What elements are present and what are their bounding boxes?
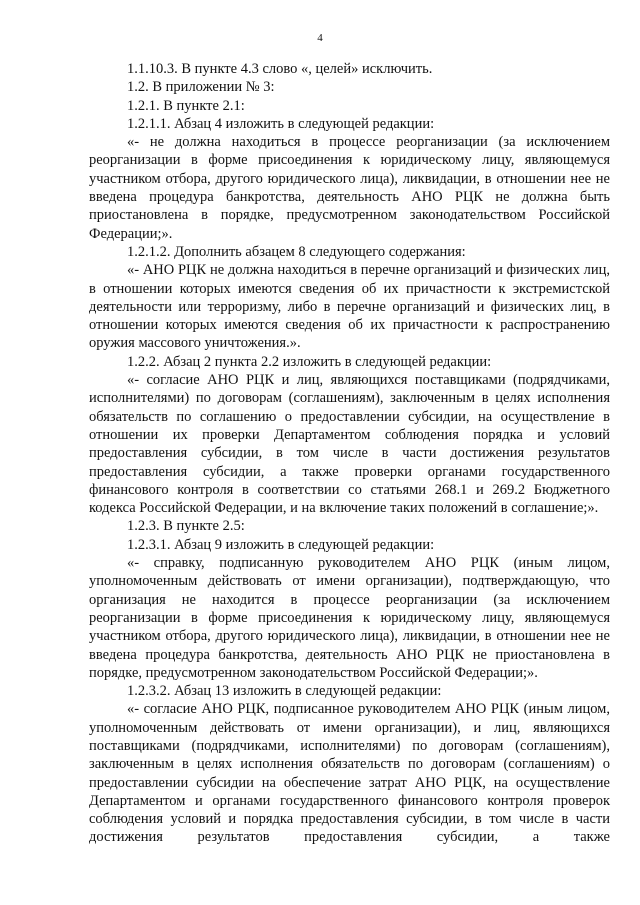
paragraph-1-2-heading: 1.2. В приложении № 3:	[127, 79, 275, 96]
paragraph-1-2-3-2-text: «- согласие АНО РЦК, подписанное руководителем АНО РЦК (иным лицом, уполномоченным действовать от имени организации), и лиц, являющихся поставщиками (подрядчиками, исполнителями) по договорам (соглашениям), заключенным в целях исполнения обязательств по договорам (соглашениям) о предоставлении субсидии на обеспечение затрат АНО РЦК, на осуществление Департаментом и органами государственного финансового контроля проверок соблюдения условий и порядка предоставления субсидии, в том числе в части достижения результатов предоставления субсидии, а также	[89, 701, 610, 846]
paragraph-1-2-3-heading: 1.2.3. В пункте 2.5:	[127, 518, 245, 535]
document-body	[89, 60, 610, 847]
paragraph-1-2-2-heading: 1.2.2. Абзац 2 пункта 2.2 изложить в следующей редакции:	[127, 353, 492, 370]
page-number: 4	[317, 32, 323, 44]
paragraph-1-2-1-2-heading: 1.2.1.2. Дополнить абзацем 8 следующего содержания:	[127, 243, 466, 260]
paragraph-1-2-1-1-text: «- не должна находиться в процессе реорганизации (за исключением реорганизации в форме присоединения к юридическому лицу, являющемуся участником отбора, другого юридического лица), ликвидации, в отношении нее не введена процедура банкротства, деятельность АНО РЦК не должна быть приостановлена в порядке, предусмотренном законодательством Российской Федерации;».	[89, 134, 610, 242]
paragraph-1-1-10-3: 1.1.10.3. В пункте 4.3 слово «, целей» исключить.	[127, 61, 433, 77]
paragraph-1-2-3-2-heading: 1.2.3.2. Абзац 13 изложить в следующей редакции:	[127, 683, 442, 700]
paragraph-1-2-1-heading: 1.2.1. В пункте 2.1:	[127, 97, 245, 114]
paragraph-1-2-3-1-text: «- справку, подписанную руководителем АНО РЦК (иным лицом, уполномоченным действовать от имени организации), подтверждающую, что организация не находится в процессе реорганизации (за исключением реорганизации в форме присоединения к юридическому лицу, являющемуся участником отбора, другого юридического лица), ликвидации, в отношении нее не введена процедура банкротства, деятельность АНО РЦК не приостановлена в порядке, предусмотренном законодательством Российской Федерации;».	[89, 555, 610, 681]
paragraph-1-2-1-2-text: «- АНО РЦК не должна находиться в перечне организаций и физических лиц, в отношении которых имеются сведения об их причастности к экстремистской деятельности или терроризму, либо в перечне организаций и физических лиц, в отношении которых имеются сведения об их причастности к распространению оружия массового уничтожения.».	[89, 262, 610, 352]
paragraph-1-2-2-text: «- согласие АНО РЦК и лиц, являющихся поставщиками (подрядчиками, исполнителями) по договорам (соглашениям), заключенным в целях исполнения обязательств по соглашению о предоставлении субсидии, на осуществление в отношении их проверки Департаментом соблюдения порядка и условий предоставления субсидии, в том числе в части достижения результатов предоставления субсидии, а также проверки органами государственного финансового контроля в соответствии со статьями 268.1 и 269.2 Бюджетного кодекса Российской Федерации, и на включение таких положений в соглашение;».	[89, 372, 610, 517]
paragraph-1-2-1-1-heading: 1.2.1.1. Абзац 4 изложить в следующей редакции:	[127, 115, 435, 132]
paragraph-1-2-3-1-heading: 1.2.3.1. Абзац 9 изложить в следующей редакции:	[127, 536, 435, 553]
